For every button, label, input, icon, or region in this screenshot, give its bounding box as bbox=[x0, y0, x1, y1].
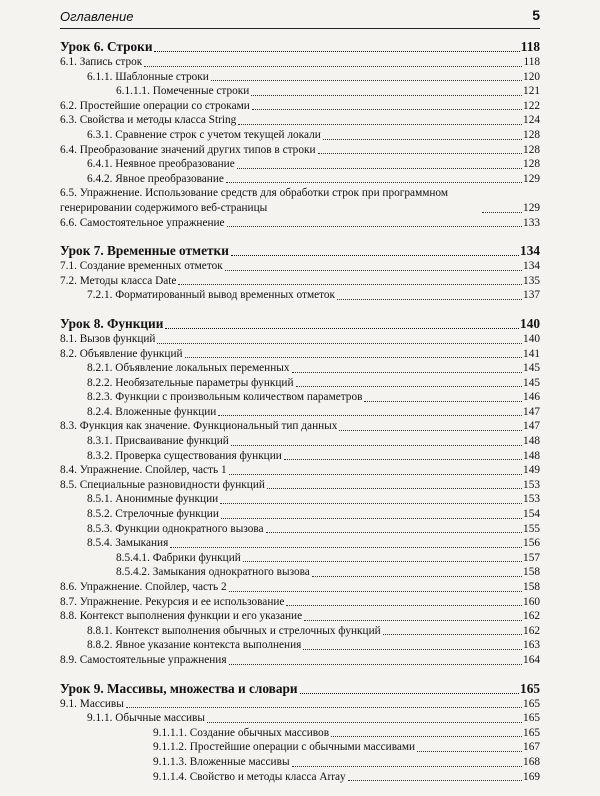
dot-leader bbox=[185, 357, 522, 358]
dot-leader bbox=[267, 488, 522, 489]
toc-entry-text: 8.5.4.1. Фабрики функций bbox=[116, 551, 241, 564]
lesson-title-row-page: 118 bbox=[520, 39, 540, 54]
toc-entry-text: 8.2.3. Функции с произвольным количеством параметров bbox=[87, 391, 363, 404]
lesson-title-row-text: Урок 8. Функции bbox=[60, 315, 164, 331]
dot-leader bbox=[231, 255, 519, 256]
toc-entry-page: 137 bbox=[523, 289, 540, 302]
toc-entry-page: 162 bbox=[523, 610, 540, 623]
toc-entry[interactable] bbox=[60, 609, 540, 624]
toc-entry[interactable] bbox=[60, 274, 540, 289]
header-title: Оглавление bbox=[60, 9, 134, 24]
dot-leader bbox=[237, 168, 522, 169]
toc-entry-page: 169 bbox=[523, 770, 540, 783]
toc-entry[interactable] bbox=[60, 186, 540, 215]
dot-leader bbox=[312, 576, 522, 577]
header-page-number: 5 bbox=[532, 7, 540, 23]
toc-entry-text: 6.3.1. Сравнение строк с учетом текущей локали bbox=[87, 128, 321, 141]
toc-entry-text: 8.4. Упражнение. Спойлер, часть 1 bbox=[60, 464, 227, 477]
toc-entry-text: 8.5.4. Замыкания bbox=[87, 537, 169, 550]
lesson-title-row-text: Урок 7. Временные отметки bbox=[60, 243, 229, 259]
dot-leader bbox=[337, 299, 522, 300]
toc-entry-text: 8.3.1. Присваивание функций bbox=[87, 435, 229, 448]
toc-entry-text: 8.1. Вызов функций bbox=[60, 332, 156, 345]
toc-entry-page: 145 bbox=[523, 362, 540, 375]
toc-entry[interactable] bbox=[60, 740, 540, 755]
dot-leader bbox=[339, 430, 522, 431]
dot-leader bbox=[243, 561, 522, 562]
dot-leader bbox=[170, 547, 522, 548]
dot-leader bbox=[211, 80, 522, 81]
toc-entry[interactable] bbox=[60, 216, 540, 231]
toc-entry[interactable] bbox=[60, 128, 540, 143]
toc-entry-text: 7.1. Создание временных отметок bbox=[60, 260, 223, 273]
toc-entry[interactable] bbox=[60, 726, 540, 741]
lesson-block bbox=[60, 315, 540, 668]
dot-leader bbox=[364, 401, 522, 402]
dot-leader bbox=[229, 591, 522, 592]
toc-entry-page: 128 bbox=[523, 143, 540, 156]
toc-entry-page: 121 bbox=[523, 85, 540, 98]
lesson-title-row-page: 134 bbox=[520, 243, 540, 259]
toc-entry-page: 147 bbox=[523, 405, 540, 418]
toc-entry[interactable] bbox=[60, 259, 540, 274]
toc-entry-page: 163 bbox=[523, 639, 540, 652]
dot-leader bbox=[252, 109, 522, 110]
toc-entry-page: 167 bbox=[523, 741, 540, 754]
dot-leader bbox=[303, 649, 522, 650]
toc-entry-text: 8.5. Специальные разновидности функций bbox=[60, 478, 265, 491]
dot-leader bbox=[266, 532, 522, 533]
toc-entry-text: 8.5.2. Стрелочные функции bbox=[87, 508, 219, 521]
toc-entry[interactable] bbox=[60, 390, 540, 405]
toc-entry[interactable] bbox=[60, 711, 540, 726]
toc-entry-page: 133 bbox=[523, 216, 540, 229]
toc-entry-page: 165 bbox=[523, 712, 540, 725]
toc-entry[interactable] bbox=[60, 419, 540, 434]
dot-leader bbox=[383, 634, 522, 635]
dot-leader bbox=[157, 343, 522, 344]
toc-entry-page: 124 bbox=[523, 114, 540, 127]
lesson-title-row-text: Урок 9. Массивы, множества и словари bbox=[60, 680, 298, 696]
toc-entry-text: 9.1.1.2. Простейшие операции с обычными массивами bbox=[153, 741, 416, 754]
toc-entry[interactable] bbox=[60, 405, 540, 420]
toc-entry[interactable] bbox=[60, 507, 540, 522]
lesson-title-row[interactable] bbox=[60, 315, 540, 332]
toc-entry[interactable] bbox=[60, 347, 540, 362]
toc-entry-text: 9.1.1.3. Вложенные массивы bbox=[153, 755, 290, 768]
lesson-block bbox=[60, 38, 540, 230]
toc-entry-page: 134 bbox=[523, 260, 540, 273]
dot-leader bbox=[348, 780, 522, 781]
toc-entry-text: 9.1.1. Обычные массивы bbox=[87, 712, 205, 725]
toc-entry[interactable] bbox=[60, 70, 540, 85]
dot-leader bbox=[178, 284, 522, 285]
dot-leader bbox=[229, 664, 522, 665]
dot-leader bbox=[227, 226, 522, 227]
toc-entry[interactable] bbox=[60, 84, 540, 99]
toc-entry-text: 8.6. Упражнение. Спойлер, часть 2 bbox=[60, 581, 227, 593]
dot-leader bbox=[300, 693, 519, 694]
toc-entry-page: 140 bbox=[523, 332, 540, 345]
toc-entry-page: 160 bbox=[523, 595, 540, 608]
toc-entry-text: 8.2.1. Объявление локальных переменных bbox=[87, 362, 290, 375]
toc-entry-page: 148 bbox=[523, 435, 540, 448]
toc-entry-text: 6.1. Запись строк bbox=[60, 56, 143, 68]
lesson-title-row-page: 140 bbox=[520, 315, 540, 331]
toc-entry-text: 8.5.1. Анонимные функции bbox=[87, 493, 219, 506]
dot-leader bbox=[284, 459, 522, 460]
dot-leader bbox=[292, 372, 523, 373]
toc-entry[interactable] bbox=[60, 361, 540, 376]
toc-entry[interactable] bbox=[60, 172, 540, 187]
toc-entry-page: 135 bbox=[523, 274, 540, 287]
toc-entry[interactable] bbox=[60, 551, 540, 566]
dot-leader bbox=[221, 518, 522, 519]
toc-entry[interactable] bbox=[60, 55, 540, 70]
dot-leader bbox=[144, 66, 522, 67]
toc-entry-page: 153 bbox=[523, 493, 540, 506]
toc-entry-page: 147 bbox=[523, 420, 540, 433]
lesson-title-row[interactable] bbox=[60, 680, 540, 697]
toc-entry-text: 6.6. Самостоятельное упражнение bbox=[60, 216, 225, 229]
dot-leader bbox=[165, 328, 519, 329]
toc-entry-page: 146 bbox=[523, 391, 540, 404]
toc-entry-text: 7.2.1. Форматированный вывод временных отметок bbox=[87, 289, 336, 302]
toc-entry[interactable] bbox=[60, 157, 540, 172]
toc-entry[interactable] bbox=[60, 595, 540, 610]
toc-entry[interactable] bbox=[60, 478, 540, 493]
dot-leader bbox=[331, 736, 522, 737]
toc-entry-text: 8.3. Функция как значение. Функциональный тип данных bbox=[60, 420, 338, 433]
toc-entry[interactable] bbox=[60, 770, 540, 785]
lesson-title-row-text: Урок 6. Строки bbox=[60, 39, 153, 54]
lesson-block bbox=[60, 242, 540, 303]
toc-entry[interactable] bbox=[60, 697, 540, 712]
toc-entry-page: 165 bbox=[523, 726, 540, 739]
toc-entry[interactable] bbox=[60, 755, 540, 770]
dot-leader bbox=[229, 474, 522, 475]
page-header bbox=[60, 6, 540, 29]
toc-entry-text: 7.2. Методы класса Date bbox=[60, 274, 177, 287]
toc-entry-text: 9.1.1.4. Свойство и методы класса Array bbox=[153, 770, 346, 783]
dot-leader bbox=[296, 386, 523, 387]
dot-leader bbox=[286, 605, 522, 606]
dot-leader bbox=[304, 620, 522, 621]
toc-entry[interactable] bbox=[60, 143, 540, 158]
toc-entry-page: 158 bbox=[523, 566, 540, 579]
toc-entry[interactable] bbox=[60, 288, 540, 303]
toc-entry-page: 156 bbox=[523, 537, 540, 550]
lesson-title-row[interactable] bbox=[60, 242, 540, 259]
lesson-title-row-page: 165 bbox=[520, 680, 540, 696]
toc-entry[interactable] bbox=[60, 113, 540, 128]
dot-leader bbox=[238, 124, 522, 125]
toc-entry-text: 6.1.1.1. Помеченные строки bbox=[116, 85, 250, 98]
toc-entry-text: 6.4.2. Явное преобразование bbox=[87, 172, 224, 185]
toc-entry[interactable] bbox=[60, 638, 540, 653]
dot-leader bbox=[292, 766, 523, 767]
toc-entry[interactable] bbox=[60, 332, 540, 347]
toc-entry[interactable] bbox=[60, 434, 540, 449]
dot-leader bbox=[225, 270, 522, 271]
toc-entry-text: 8.5.3. Функции однократного вызова bbox=[87, 522, 264, 535]
toc-entry-text: 8.9. Самостоятельные упражнения bbox=[60, 653, 227, 666]
toc-entry[interactable] bbox=[60, 522, 540, 537]
toc-entry-page: 129 bbox=[523, 201, 540, 214]
toc-entry-text: 8.2.2. Необязательные параметры функций bbox=[87, 376, 294, 389]
toc-entry[interactable] bbox=[60, 376, 540, 391]
toc-entry[interactable] bbox=[60, 492, 540, 507]
toc-entry-page: 157 bbox=[523, 551, 540, 564]
dot-leader bbox=[231, 445, 522, 446]
toc-entry-text: 6.5. Упражнение. Использование средств для обработки строк при программном генерировании содержимого веб-страницы bbox=[60, 187, 448, 214]
toc-entry-page: 155 bbox=[523, 522, 540, 535]
dot-leader bbox=[251, 95, 522, 96]
toc-entry-page: 141 bbox=[523, 347, 540, 360]
toc-entry-text: 9.1. Массивы bbox=[60, 697, 124, 710]
toc-entry-page: 162 bbox=[523, 624, 540, 637]
toc-entry-page: 128 bbox=[523, 128, 540, 141]
toc-entry-text: 8.2. Объявление функций bbox=[60, 347, 183, 360]
toc-entry[interactable] bbox=[60, 580, 540, 595]
lesson-block bbox=[60, 680, 540, 785]
toc-entry-page: 153 bbox=[523, 478, 540, 491]
toc-entry-text: 6.1.1. Шаблонные строки bbox=[87, 70, 209, 83]
toc-entry-page: 168 bbox=[523, 755, 540, 768]
toc-entry[interactable] bbox=[60, 565, 540, 580]
toc-entry[interactable] bbox=[60, 449, 540, 464]
toc-entry-text: 8.8. Контекст выполнения функции и его указание bbox=[60, 610, 303, 623]
toc-entry-text: 8.8.1. Контекст выполнения обычных и стрелочных функций bbox=[87, 624, 381, 637]
toc-entry-text: 6.2. Простейшие операции со строками bbox=[60, 99, 250, 112]
toc-entry-page: 122 bbox=[523, 99, 540, 112]
toc-entry-page: 128 bbox=[523, 158, 540, 171]
toc-entry-page: 148 bbox=[523, 449, 540, 462]
dot-leader bbox=[226, 182, 522, 183]
toc-entry-text: 8.2.4. Вложенные функции bbox=[87, 405, 217, 418]
toc-entry-text: 8.5.4.2. Замыкания однократного вызова bbox=[116, 566, 310, 579]
dot-leader bbox=[323, 139, 522, 140]
toc-entry[interactable] bbox=[60, 463, 540, 478]
toc-entry-page: 120 bbox=[523, 70, 540, 83]
toc-entry-page: 118 bbox=[523, 56, 540, 68]
toc-entry[interactable] bbox=[60, 99, 540, 114]
toc-entry[interactable] bbox=[60, 624, 540, 639]
dot-leader bbox=[126, 707, 522, 708]
toc-entry-page: 158 bbox=[523, 581, 540, 593]
toc-entry-text: 8.8.2. Явное указание контекста выполнения bbox=[87, 639, 302, 652]
dot-leader bbox=[207, 722, 522, 723]
toc-entry-page: 154 bbox=[523, 508, 540, 521]
dot-leader bbox=[318, 153, 523, 154]
dot-leader bbox=[482, 212, 522, 213]
toc-entry-text: 8.7. Упражнение. Рекурсия и ее использование bbox=[60, 595, 285, 608]
dot-leader bbox=[220, 503, 522, 504]
toc-entry-text: 6.4. Преобразование значений других типов в строки bbox=[60, 143, 316, 156]
lesson-title-row[interactable] bbox=[60, 38, 540, 55]
toc-entry-text: 8.3.2. Проверка существования функции bbox=[87, 449, 282, 462]
dot-leader bbox=[154, 51, 519, 52]
dot-leader bbox=[417, 751, 522, 752]
toc-entry-page: 149 bbox=[523, 464, 540, 477]
toc-entry-page: 145 bbox=[523, 376, 540, 389]
toc-entry-text: 6.4.1. Неявное преобразование bbox=[87, 158, 235, 171]
toc-entry-text: 9.1.1.1. Создание обычных массивов bbox=[153, 726, 330, 739]
table-of-contents bbox=[60, 38, 540, 796]
toc-entry-text: 6.3. Свойства и методы класса String bbox=[60, 114, 237, 127]
toc-entry-page: 165 bbox=[523, 697, 540, 710]
toc-entry[interactable] bbox=[60, 653, 540, 668]
toc-entry-page: 129 bbox=[523, 172, 540, 185]
dot-leader bbox=[218, 415, 522, 416]
toc-entry[interactable] bbox=[60, 536, 540, 551]
toc-entry-page: 164 bbox=[523, 653, 540, 666]
